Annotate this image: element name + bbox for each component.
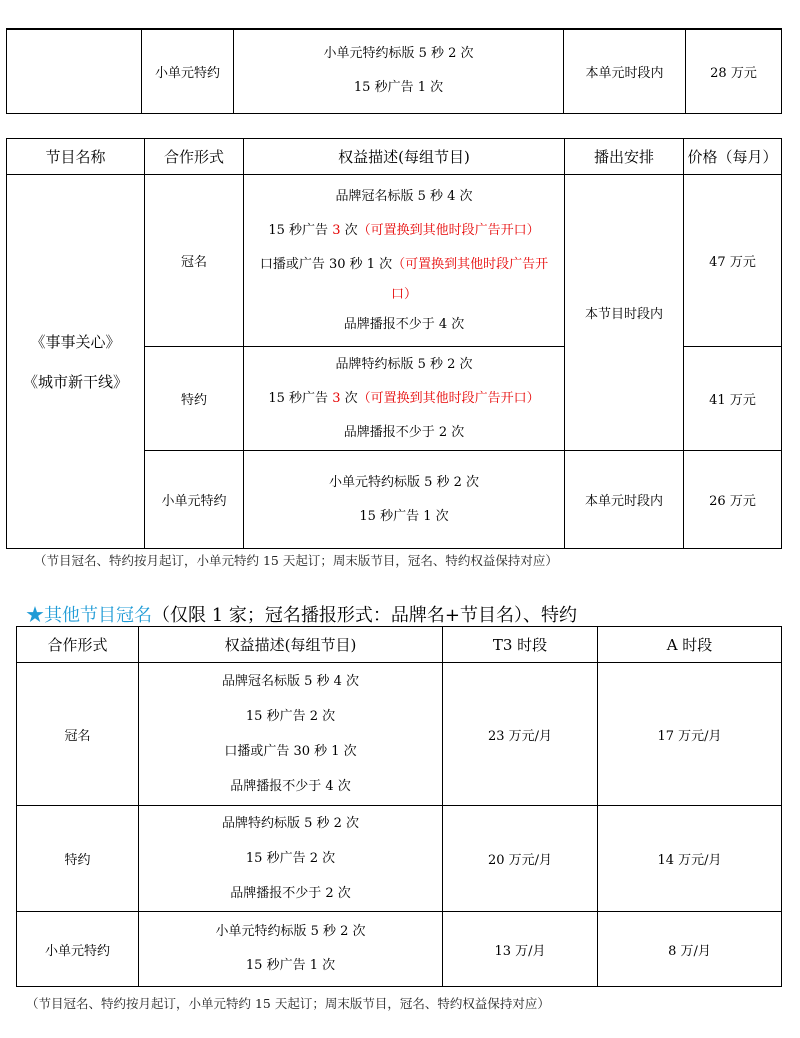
form-cell: 小单元特约 bbox=[17, 912, 139, 987]
header-a: A 时段 bbox=[598, 627, 782, 663]
desc-line: 品牌播报不少于 4 次 bbox=[343, 316, 465, 332]
desc-line: 口播或广告 30 秒 1 次（可置换到其他时段广告开 bbox=[259, 256, 549, 272]
program-name: 《城市新干线》 bbox=[22, 372, 128, 391]
desc-cell bbox=[234, 29, 564, 113]
header-t3: T3 时段 bbox=[443, 627, 598, 663]
form-cell: 冠名 bbox=[145, 175, 244, 347]
desc-cell bbox=[139, 806, 443, 912]
desc-line: 小单元特约标版 5 秒 2 次 bbox=[328, 474, 480, 490]
desc-line: 品牌特约标版 5 秒 2 次 bbox=[335, 356, 473, 372]
header-price: 价格（每月） bbox=[684, 139, 782, 175]
star-icon: ★ bbox=[26, 605, 44, 626]
header-form: 合作形式 bbox=[145, 139, 244, 175]
desc-line: 小单元特约标版 5 秒 2 次 bbox=[215, 924, 366, 939]
form-cell: 特约 bbox=[17, 806, 139, 912]
program-name: 《事事关心》 bbox=[30, 332, 121, 351]
desc-cell bbox=[244, 347, 565, 451]
schedule-cell: 本单元时段内 bbox=[565, 451, 684, 549]
schedule-cell: 本节目时段内 bbox=[565, 175, 684, 451]
program-names-cell bbox=[7, 175, 145, 549]
desc-line: 小单元特约标版 5 秒 2 次 bbox=[323, 46, 474, 62]
t3-price-cell: 23 万元/月 bbox=[443, 663, 598, 806]
t3-price-cell: 20 万元/月 bbox=[443, 806, 598, 912]
section-title bbox=[26, 601, 577, 627]
desc-cell bbox=[139, 912, 443, 987]
desc-line: 口播或广告 30 秒 1 次 bbox=[224, 744, 357, 759]
form-cell: 特约 bbox=[145, 347, 244, 451]
desc-line: 15 秒广告 1 次 bbox=[245, 958, 336, 973]
schedule-cell: 本单元时段内 bbox=[564, 29, 686, 113]
desc-cell bbox=[244, 451, 565, 549]
section-title-rest: （仅限 1 家；冠名播报形式：品牌名+节目名）、特约 bbox=[152, 605, 577, 626]
header-schedule: 播出安排 bbox=[565, 139, 684, 175]
desc-line: 品牌冠名标版 5 秒 4 次 bbox=[335, 188, 473, 204]
desc-line: 15 秒广告 2 次 bbox=[245, 709, 336, 724]
header-program-name: 节目名称 bbox=[7, 139, 145, 175]
desc-line: 口） bbox=[390, 286, 417, 302]
desc-line: 品牌播报不少于 2 次 bbox=[343, 424, 465, 440]
desc-line: 品牌特约标版 5 秒 2 次 bbox=[221, 816, 360, 831]
form-cell: 冠名 bbox=[17, 663, 139, 806]
desc-line: 品牌播报不少于 4 次 bbox=[230, 779, 351, 794]
a-price-cell: 8 万/月 bbox=[598, 912, 782, 987]
desc-line: 15 秒广告 3 次（可置换到其他时段广告开口） bbox=[268, 390, 540, 406]
section-title-highlight: 其他节目冠名 bbox=[44, 605, 152, 626]
desc-cell bbox=[244, 175, 565, 347]
other-table bbox=[16, 626, 782, 987]
empty-cell bbox=[7, 29, 142, 113]
footnote: （节目冠名、特约按月起订，小单元特约 15 天起订；周末版节目，冠名、特约权益保持对应） bbox=[26, 996, 550, 1011]
desc-line: 15 秒广告 2 次 bbox=[245, 851, 336, 866]
footnote: （节目冠名、特约按月起订，小单元特约 15 天起订；周末版节目，冠名、特约权益保持对应） bbox=[34, 553, 558, 568]
a-price-cell: 14 万元/月 bbox=[598, 806, 782, 912]
t3-price-cell: 13 万/月 bbox=[443, 912, 598, 987]
header-desc: 权益描述(每组节目) bbox=[244, 139, 565, 175]
desc-line: 15 秒广告 1 次 bbox=[359, 508, 449, 524]
price-cell: 26 万元 bbox=[684, 451, 782, 549]
header-desc: 权益描述(每组节目) bbox=[139, 627, 443, 663]
form-cell: 小单元特约 bbox=[142, 29, 234, 113]
price-cell: 47 万元 bbox=[684, 175, 782, 347]
desc-line: 15 秒广告 3 次（可置换到其他时段广告开口） bbox=[268, 222, 540, 238]
form-cell: 小单元特约 bbox=[145, 451, 244, 549]
top-table bbox=[6, 28, 782, 114]
desc-line: 15 秒广告 1 次 bbox=[353, 80, 444, 96]
a-price-cell: 17 万元/月 bbox=[598, 663, 782, 806]
price-cell: 41 万元 bbox=[684, 347, 782, 451]
program-table bbox=[6, 138, 782, 549]
desc-line: 品牌冠名标版 5 秒 4 次 bbox=[221, 674, 360, 689]
price-cell: 28 万元 bbox=[686, 29, 782, 113]
desc-cell bbox=[139, 663, 443, 806]
header-form: 合作形式 bbox=[17, 627, 139, 663]
desc-line: 品牌播报不少于 2 次 bbox=[230, 886, 351, 901]
